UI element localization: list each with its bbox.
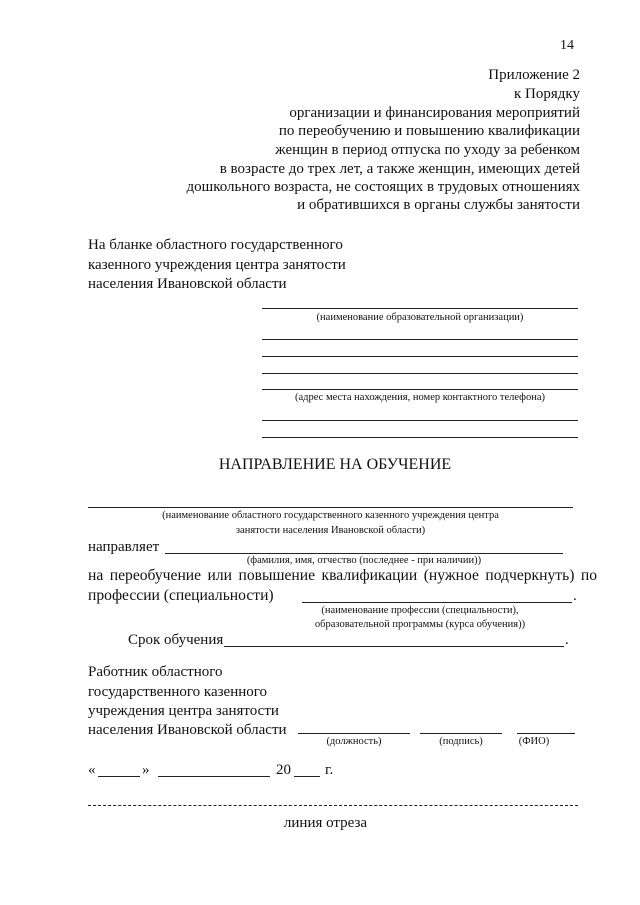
signature-caption: (подпись): [439, 736, 483, 747]
blank-line: [262, 420, 578, 421]
period: .: [573, 588, 577, 604]
sends-label: направляет: [88, 539, 160, 555]
appendix-line: Приложение 2: [488, 67, 580, 83]
name-caption: (фамилия, имя, отчество (последнее - при наличии)): [246, 555, 482, 566]
year-line[interactable]: [294, 776, 320, 777]
document-title: НАПРАВЛЕНИЕ НА ОБУЧЕНИЕ: [218, 456, 452, 473]
institution-caption: занятости населения Ивановской области): [235, 525, 426, 536]
cut-line-label: линия отреза: [283, 815, 368, 831]
position-line[interactable]: [298, 733, 410, 734]
cut-line: [88, 805, 578, 806]
signer-line: населения Ивановской области: [88, 722, 287, 738]
signature-line[interactable]: [420, 733, 502, 734]
appendix-line: и обратившихся в органы службы занятости: [297, 197, 580, 213]
paragraph-line: профессии (специальности): [88, 587, 274, 604]
appendix-line: по переобучению и повышению квалификации: [278, 123, 580, 139]
institution-line: [88, 507, 573, 508]
address-caption: (адрес места нахождения, номер контактного телефона): [295, 392, 545, 403]
term-label: Срок обучения: [128, 632, 224, 648]
blank-line: [262, 437, 578, 438]
fio-line[interactable]: [517, 733, 575, 734]
year-prefix: 20: [276, 762, 291, 778]
profession-line[interactable]: [302, 602, 572, 603]
blank-line: [262, 373, 578, 374]
blank-line: [262, 356, 578, 357]
close-quote: »: [142, 762, 150, 778]
institution-caption: (наименование областного государственного казенного учреждения центра: [162, 510, 499, 521]
org-name-line: [262, 308, 578, 309]
address-line: [262, 389, 578, 390]
profession-caption: образовательной программы (курса обучения)): [314, 619, 526, 630]
fio-caption: (ФИО): [518, 736, 550, 747]
org-caption: (наименование образовательной организации): [316, 312, 524, 323]
blank-line: [262, 339, 578, 340]
page-number: 14: [560, 38, 574, 53]
position-caption: (должность): [326, 736, 382, 747]
appendix-line: женщин в период отпуска по уходу за ребенком: [275, 142, 580, 158]
period: .: [565, 632, 569, 648]
day-line[interactable]: [98, 776, 140, 777]
appendix-line: в возрасте до трех лет, а также женщин, имеющих детей: [219, 161, 580, 177]
paragraph-line: на переобучение или повышение квалификации (нужное подчеркнуть) по: [88, 567, 598, 584]
appendix-line: организации и финансирования мероприятий: [289, 105, 580, 121]
year-suffix: г.: [325, 762, 334, 778]
signer-line: государственного казенного: [88, 684, 268, 700]
letterhead-line: казенного учреждения центра занятости: [88, 257, 346, 273]
signer-line: Работник областного: [88, 664, 223, 680]
profession-caption: (наименование профессии (специальности),: [321, 605, 519, 616]
letterhead-line: На бланке областного государственного: [88, 237, 343, 253]
term-line[interactable]: [224, 646, 564, 647]
open-quote: «: [88, 762, 96, 778]
month-line[interactable]: [158, 776, 270, 777]
signer-line: учреждения центра занятости: [88, 703, 279, 719]
letterhead-line: населения Ивановской области: [88, 276, 287, 292]
appendix-line: дошкольного возраста, не состоящих в трудовых отношениях: [186, 179, 580, 195]
appendix-line: к Порядку: [514, 86, 580, 102]
